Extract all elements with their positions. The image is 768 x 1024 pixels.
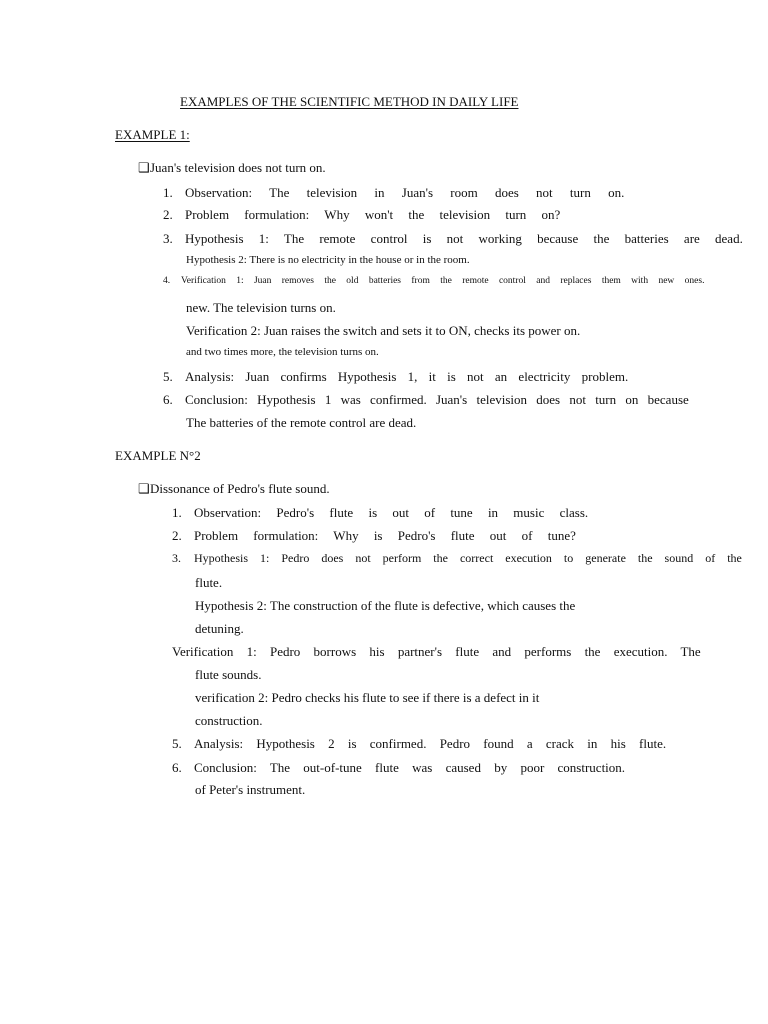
list-item: The batteries of the remote control are dead. — [186, 415, 417, 430]
list-item: 3. Hypothesis 1: The remote control is not working because the batteries are dead. — [163, 231, 743, 246]
checkbox-bullet-icon: ❑ — [138, 160, 150, 175]
example-1-intro: ❑Juan's television does not turn on. — [138, 160, 326, 175]
list-item: 4. Verification 1: Juan removes the old batteries from the remote control and replaces them with new ones. — [163, 276, 705, 286]
list-item: 6. Conclusion: The out-of-tune flute was caused by poor construction. — [172, 760, 626, 775]
list-item: Verification 2: Juan raises the switch and sets it to ON, checks its power on. — [186, 323, 581, 338]
list-item: Verification 1: Pedro borrows his partner's flute and performs the execution. The — [172, 644, 701, 659]
list-item: 3. Hypothesis 1: Pedro does not perform the correct execution to generate the sound of the — [172, 551, 742, 565]
list-item: flute sounds. — [195, 667, 262, 682]
list-item: Hypothesis 2: There is no electricity in the house or in the room. — [186, 254, 470, 266]
list-item: flute. — [195, 575, 223, 590]
example-2-intro: ❑Dissonance of Pedro's flute sound. — [138, 481, 330, 496]
example-2-heading: EXAMPLE N°2 — [115, 448, 201, 463]
list-item: 1. Observation: Pedro's flute is out of tune in music class. — [172, 505, 589, 520]
list-item: detuning. — [195, 621, 244, 636]
example-1-heading: EXAMPLE 1: — [115, 127, 190, 142]
list-item: 5. Analysis: Juan confirms Hypothesis 1, it is not an electricity problem. — [163, 369, 629, 384]
list-item: construction. — [195, 713, 263, 728]
list-item: verification 2: Pedro checks his flute to see if there is a defect in it — [195, 690, 540, 705]
page-title: EXAMPLES OF THE SCIENTIFIC METHOD IN DAILY LIFE — [180, 94, 519, 109]
list-item: 2. Problem formulation: Why is Pedro's flute out of tune? — [172, 528, 576, 543]
list-item: of Peter's instrument. — [195, 782, 306, 797]
list-item: 1. Observation: The television in Juan's room does not turn on. — [163, 185, 625, 200]
list-item: 6. Conclusion: Hypothesis 1 was confirmed. Juan's television does not turn on because — [163, 392, 689, 407]
list-item: 2. Problem formulation: Why won't the television turn on? — [163, 207, 561, 222]
list-item: Hypothesis 2: The construction of the flute is defective, which causes the — [195, 598, 576, 613]
list-item: and two times more, the television turns on. — [186, 346, 379, 358]
checkbox-bullet-icon: ❑ — [138, 481, 150, 496]
list-item: 5. Analysis: Hypothesis 2 is confirmed. Pedro found a crack in his flute. — [172, 736, 667, 751]
list-item: new. The television turns on. — [186, 300, 336, 315]
